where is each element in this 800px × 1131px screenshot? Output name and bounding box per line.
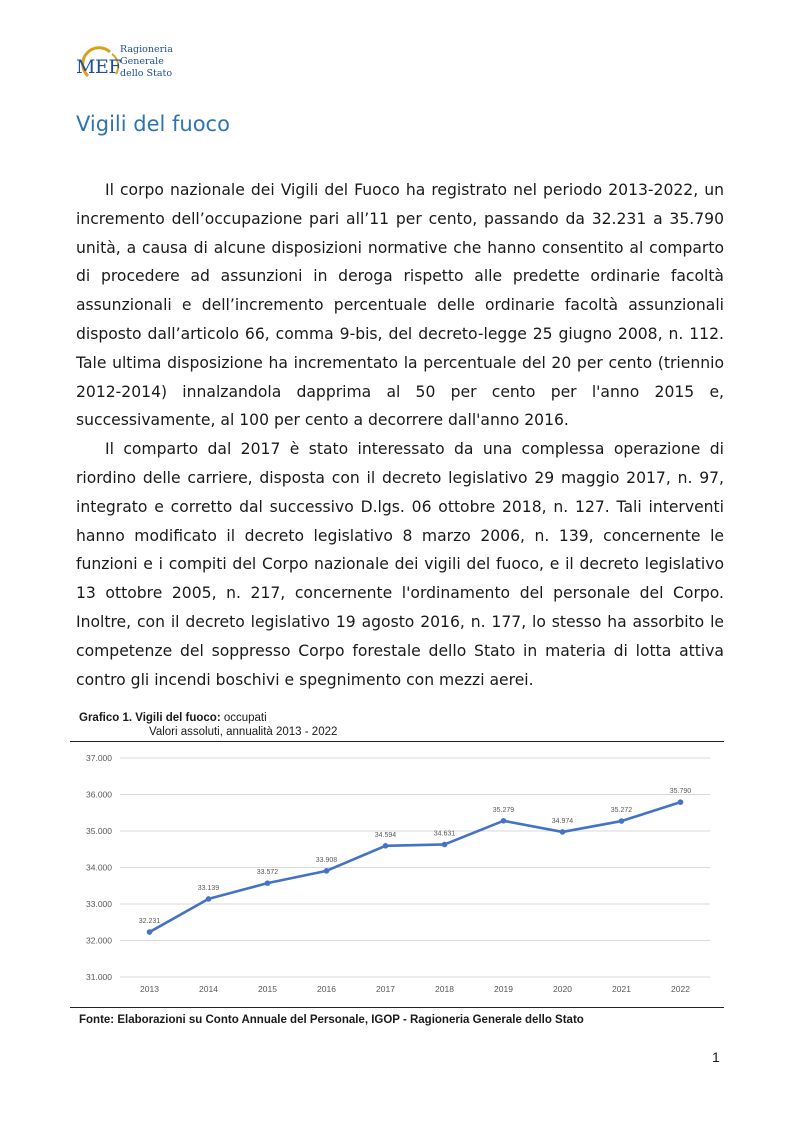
logo-mef-text: MEF: [76, 56, 122, 78]
data-label: 33.572: [256, 869, 279, 877]
logo-line-1: Ragioneria: [120, 44, 173, 55]
logo-line-3: dello Stato: [120, 68, 173, 79]
x-tick-label: 2015: [258, 984, 277, 994]
chart-caption: [79, 711, 719, 739]
x-tick-label: 2019: [494, 984, 513, 994]
data-label: 33.139: [197, 884, 220, 892]
x-tick-label: 2020: [553, 984, 572, 994]
y-tick-label: 33.000: [86, 899, 112, 909]
data-point: [619, 818, 625, 824]
y-tick-label: 32.000: [86, 935, 112, 946]
page-number: 1: [712, 1049, 720, 1065]
data-point: [206, 896, 212, 902]
data-label: 34.631: [433, 830, 456, 838]
chart-caption-bold: Grafico 1. Vigili del fuoco:: [79, 712, 221, 724]
chart-bottom-rule: [70, 1007, 724, 1008]
data-point: [501, 818, 507, 824]
x-tick-label: 2018: [435, 984, 454, 994]
data-point: [678, 799, 684, 805]
data-label: 34.974: [551, 817, 574, 825]
data-point: [265, 880, 271, 886]
data-point: [147, 929, 153, 935]
data-label: 35.272: [610, 807, 633, 815]
data-point: [383, 843, 389, 849]
logo-ragioneria-text: [120, 44, 210, 80]
data-label: 35.790: [669, 788, 692, 796]
y-tick-label: 35.000: [86, 826, 112, 836]
logo-line-2: Generale: [120, 56, 164, 67]
y-tick-label: 37.000: [86, 753, 112, 763]
page-title: Vigili del fuoco: [76, 112, 230, 136]
x-tick-label: 2017: [376, 984, 395, 994]
data-point: [324, 868, 330, 874]
data-label: 32.231: [138, 918, 161, 926]
chart-subtitle: Valori assoluti, annualità 2013 - 2022: [149, 726, 338, 738]
body-text: [76, 176, 724, 694]
line-chart: [70, 744, 724, 1006]
data-label: 35.279: [492, 806, 515, 814]
y-tick-label: 31.000: [86, 972, 112, 982]
x-tick-label: 2022: [671, 984, 690, 994]
data-point: [442, 842, 448, 848]
y-tick-label: 36.000: [86, 789, 112, 800]
x-tick-label: 2021: [612, 984, 631, 994]
x-tick-label: 2016: [317, 984, 336, 994]
y-tick-label: 34.000: [86, 862, 112, 873]
data-label: 33.908: [315, 856, 338, 864]
data-point: [560, 829, 566, 835]
chart-top-rule: [70, 741, 724, 742]
paragraph-1: Il corpo nazionale dei Vigili del Fuoco ha registrato nel periodo 2013-2022, un incremento dell’occupazione pari all’11 per cento, passando da 32.231 a 35.790 unità, a causa di alcune disposizioni normative che hanno consentito al comparto di procedere ad assunzioni in deroga rispetto alle predette ordinarie facoltà assunzionali e dell’incremento percentuale delle ordinarie facoltà assunzionali disposto dall’articolo 66, comma 9-bis, del decreto-legge 25 giugno 2008, n. 112. Tale ultima disposizione ha incrementato la percentuale del 20 per cento (triennio 2012-2014) innalzandola dapprima al 50 per cento per l'anno 2015 e, successivamente, al 100 per cento a decorrere dall'anno 2016.: [76, 181, 724, 430]
x-tick-label: 2013: [140, 984, 159, 994]
chart-source: Fonte: Elaborazioni su Conto Annuale del Personale, IGOP - Ragioneria Generale dello Stato: [79, 1014, 584, 1026]
x-tick-label: 2014: [199, 984, 218, 994]
paragraph-2: Il comparto dal 2017 è stato interessato da una complessa operazione di riordino delle carriere, disposta con il decreto legislativo 29 maggio 2017, n. 97, integrato e corretto dal successivo D.lgs. 06 ottobre 2018, n. 127. Tali interventi hanno modificato il decreto legislativo 8 marzo 2006, n. 139, concernente le funzioni e i compiti del Corpo nazionale dei vigili del fuoco, e il decreto legislativo 13 ottobre 2005, n. 217, concernente l'ordinamento del personale del Corpo. Inoltre, con il decreto legislativo 19 agosto 2016, n. 177, lo stesso ha assorbito le competenze del soppresso Corpo forestale dello Stato in materia di lotta attiva contro gli incendi boschivi e spegnimento con mezzi aerei.: [76, 440, 724, 689]
data-label: 34.594: [374, 831, 397, 839]
chart-caption-normal: occupati: [220, 712, 267, 724]
